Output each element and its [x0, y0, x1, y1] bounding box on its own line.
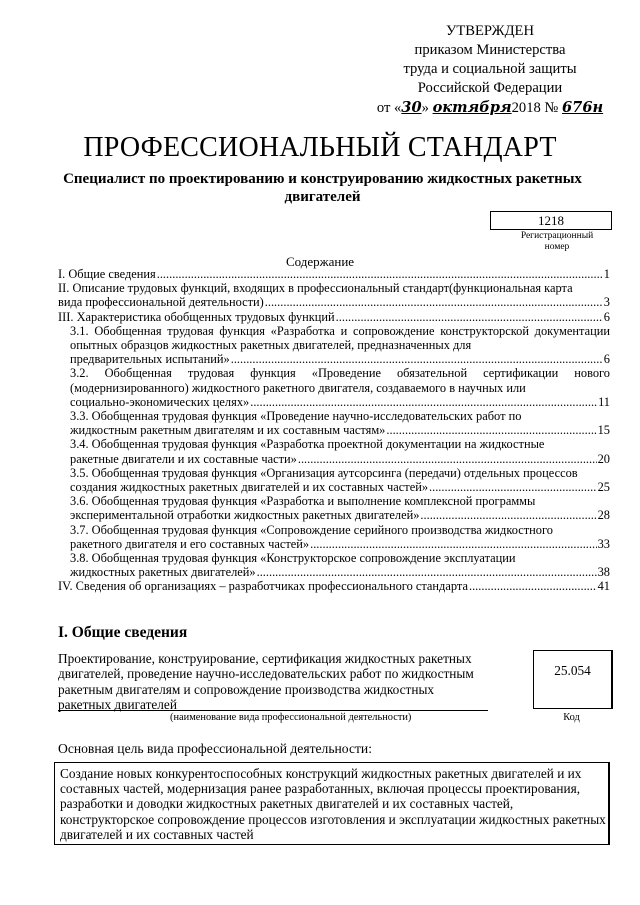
document-subtitle: Специалист по проектированию и конструированию жидкостных ракетных двигателей [63, 171, 582, 205]
toc-entry[interactable] [58, 267, 610, 281]
toc-entry[interactable] [58, 523, 610, 551]
date-prefix: от « [376, 100, 402, 116]
toc-entry-text: 3.3. Обобщенная трудовая функция «Проведение научно-исследовательских работ по [70, 409, 522, 424]
toc-leader-dots [469, 579, 597, 593]
toc-entry-text: II. Описание трудовых функций, входящих в профессиональный стандарт(функциональная карта [58, 281, 573, 296]
date-year: 2018 № [511, 100, 563, 116]
toc-page-number: 1 [603, 267, 610, 281]
goal-text-box: Создание новых конкурентоспособных конструкций жидкостных ракетных двигателей и их составных частей, модернизация ранее разработанных, включая процессы проектирования, разработки и доводки жидкостных ракетных двигателей и их составных частей, конструкторское сопровождение процессов изготовления и эксплуатации жидкостных ракетных двигателей и их составных частей [54, 762, 610, 845]
toc-entry-title: вида профессиональной деятельности) [58, 295, 264, 310]
registration-caption-line: номер [544, 242, 570, 252]
approval-line: приказом Министерства [414, 42, 566, 58]
toc-page-number: 3 [603, 295, 610, 310]
toc-entry-title: жидкостным ракетным двигателям и их составным частям» [70, 423, 386, 438]
registration-caption-line: Регистрационный [520, 231, 594, 241]
approval-line: Российской Федерации [417, 80, 563, 96]
handwritten-month: октября [432, 99, 512, 116]
toc-entry-title: жидкостных ракетных двигателей» [70, 565, 256, 580]
toc-entry[interactable] [58, 366, 610, 409]
table-of-contents [58, 267, 610, 594]
toc-entry-title: предварительных испытаний» [70, 352, 230, 367]
approval-line: УТВЕРЖДЕН [446, 23, 534, 39]
goal-heading: Основная цель вида профессиональной деятельности: [58, 741, 372, 756]
toc-entry-line [70, 537, 610, 551]
toc-leader-dots [265, 295, 603, 309]
registration-number-box: 1218 [490, 211, 612, 230]
approval-date-line [370, 98, 610, 118]
toc-entry-line [70, 452, 610, 466]
toc-leader-dots [420, 508, 596, 522]
toc-page-number: 38 [597, 565, 610, 580]
toc-entry[interactable] [58, 310, 610, 324]
toc-entry-title: I. Общие сведения [58, 267, 156, 281]
toc-entry-line [58, 310, 610, 324]
activity-underline [58, 710, 488, 711]
activity-name: Проектирование, конструирование, сертификация жидкостных ракетных двигателей, проведение научно-исследовательских работ по жидкостным ракетным двигателям и сопровождение производства жидкостных ракетных двигателей [58, 651, 474, 712]
toc-leader-dots [298, 452, 597, 466]
toc-entry[interactable] [58, 409, 610, 437]
toc-entry-line [70, 395, 610, 409]
toc-entry-title: создания жидкостных ракетных двигателей и их составных частей» [70, 480, 429, 495]
toc-entry-line [58, 267, 610, 281]
toc-entry[interactable] [58, 466, 610, 494]
toc-page-number: 15 [597, 423, 610, 438]
toc-entry-line [70, 565, 610, 579]
toc-leader-dots [386, 423, 596, 437]
toc-entry-line [58, 295, 610, 309]
toc-page-number: 28 [597, 508, 610, 523]
toc-entry-line [70, 423, 610, 437]
toc-entry[interactable] [58, 494, 610, 522]
toc-entry-title: III. Характеристика обобщенных трудовых функций [58, 309, 335, 324]
date-mid: » [421, 100, 433, 116]
toc-entry-text: 3.6. Обобщенная трудовая функция «Разработка и выполнение комплексной программы [70, 494, 536, 509]
toc-page-number: 25 [597, 480, 610, 495]
toc-leader-dots [250, 395, 597, 409]
toc-page-number: 20 [597, 451, 610, 466]
toc-entry-text: 3.1. Обобщенная трудовая функция «Разработка и сопровождение конструкторской документации опытных образцов жидкостных ракетных двигателей, предназначенных для [70, 323, 610, 353]
toc-page-number: 33 [597, 536, 610, 551]
toc-page-number: 41 [597, 579, 610, 594]
toc-page-number: 11 [598, 394, 610, 409]
toc-entry-title: ракетные двигатели и их составные части» [70, 451, 297, 466]
toc-entry-line [70, 480, 610, 494]
toc-entry-title: экспериментальной отработки жидкостных ракетных двигателей» [70, 508, 420, 523]
toc-entry[interactable] [58, 579, 610, 593]
toc-leader-dots [157, 267, 603, 281]
toc-entry-line [70, 352, 610, 366]
toc-entry-text: 3.5. Обобщенная трудовая функция «Организация аутсорсинга (передачи) отдельных процессов [70, 465, 578, 480]
code-caption: Код [563, 712, 580, 723]
toc-entry-title: IV. Сведения об организациях – разработчиках профессионального стандарта [58, 579, 468, 594]
toc-entry-text: 3.4. Обобщенная трудовая функция «Разработка проектной документации на жидкостные [70, 437, 545, 452]
toc-entry-line [70, 508, 610, 522]
activity-caption: (наименование вида профессиональной деятельности) [170, 712, 412, 723]
toc-entry-text: 3.8. Обобщенная трудовая функция «Конструкторское сопровождение эксплуатации [70, 551, 516, 566]
section-heading: I. Общие сведения [58, 624, 188, 641]
toc-entry-title: ракетного двигателя и его составных частей» [70, 536, 310, 551]
toc-entry-title: социально-экономических целях» [70, 394, 250, 409]
handwritten-order-number: 676н [562, 99, 604, 116]
toc-entry-line [58, 579, 610, 593]
toc-leader-dots [429, 480, 597, 494]
toc-page-number: 6 [603, 309, 610, 324]
document-title: ПРОФЕССИОНАЛЬНЫЙ СТАНДАРТ [83, 132, 557, 163]
toc-entry[interactable] [58, 281, 610, 309]
toc-leader-dots [310, 537, 597, 551]
toc-leader-dots [257, 565, 597, 579]
toc-leader-dots [336, 310, 603, 324]
toc-leader-dots [231, 352, 603, 366]
toc-page-number: 6 [603, 352, 610, 367]
activity-code-box: 25.054 [533, 650, 613, 709]
handwritten-day: 30 [401, 99, 422, 116]
toc-entry-text: 3.2. Обобщенная трудовая функция «Проведение обязательной сертификации нового (модернизированного) жидкостного ракетного двигателя, создаваемого в научных или [70, 366, 610, 395]
toc-entry[interactable] [58, 324, 610, 367]
approval-block [370, 22, 610, 118]
toc-entry[interactable] [58, 437, 610, 465]
toc-entry-text: 3.7. Обобщенная трудовая функция «Сопровождение серийного производства жидкостного [70, 522, 553, 537]
approval-line: труда и социальной защиты [403, 61, 577, 77]
toc-entry[interactable] [58, 551, 610, 579]
toc-heading: Содержание [285, 254, 355, 269]
registration-caption [497, 231, 617, 253]
